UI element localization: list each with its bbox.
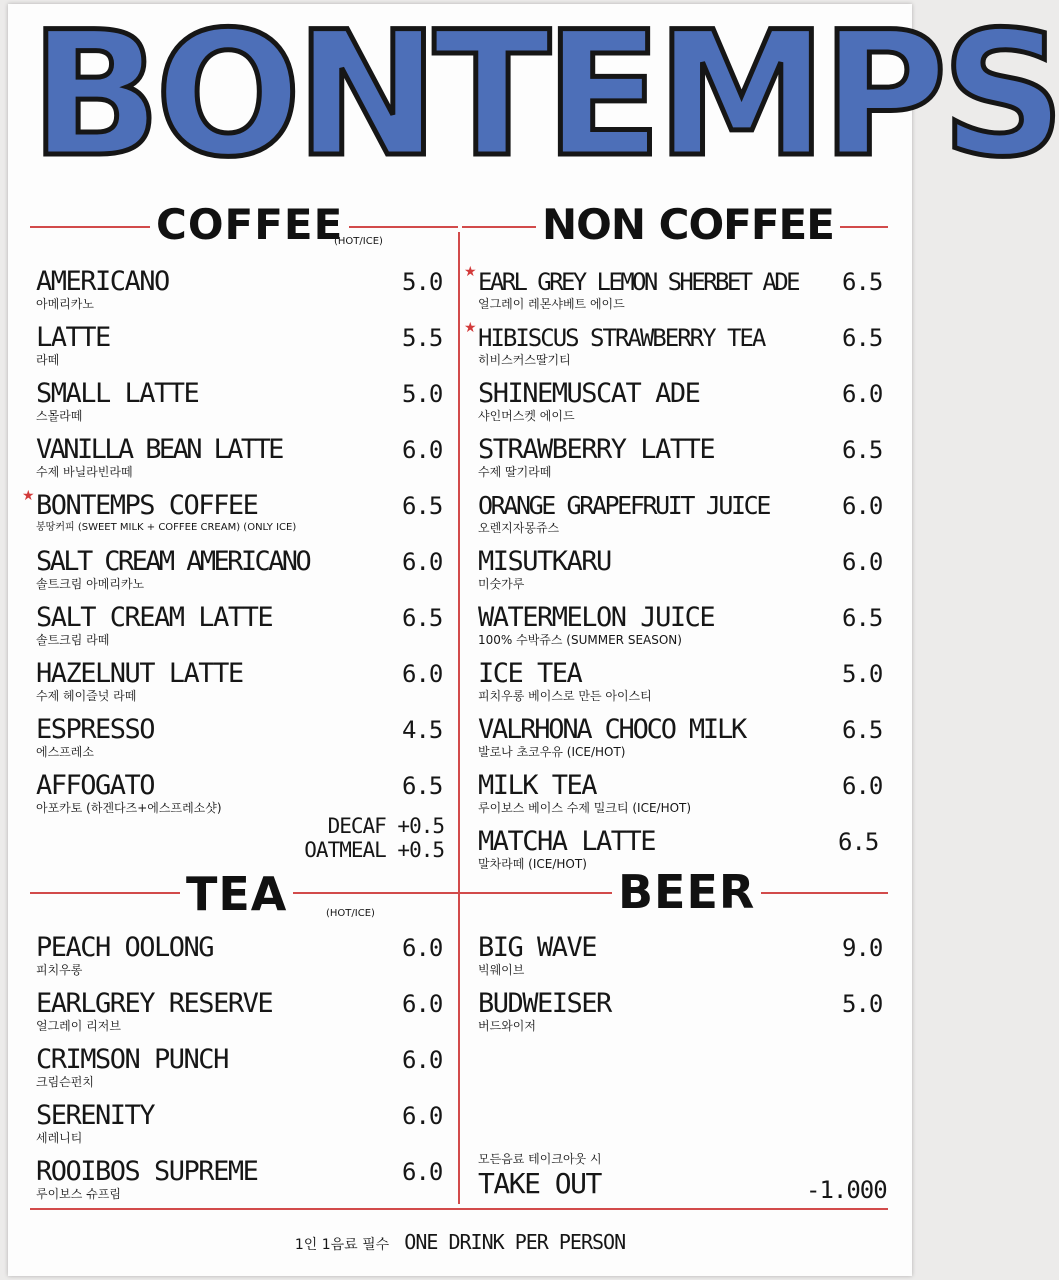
item-korean-name: 100% 수박쥬스 (SUMMER SEASON)	[478, 633, 682, 647]
menu-item-big-wave	[478, 932, 888, 988]
item-name: MATCHA LATTE	[478, 826, 656, 857]
menu-item-hazelnut-latte	[36, 658, 446, 714]
beer-section-title: BEER	[612, 864, 761, 920]
menu-item-serenity	[36, 1100, 446, 1156]
item-name: MISUTKARU	[478, 546, 611, 577]
item-price: 6.0	[402, 1102, 443, 1130]
item-name: AFFOGATO	[36, 770, 155, 801]
item-korean-name: 세레니티	[36, 1131, 83, 1145]
item-korean-name: 피치우롱 베이스로 만든 아이스티	[478, 689, 652, 703]
item-korean-name: 수제 바닐라빈라떼	[36, 465, 133, 479]
item-price: 6.0	[402, 934, 443, 962]
item-name: ICE TEA	[478, 658, 582, 689]
item-price: 5.0	[402, 380, 443, 408]
menu-item-espresso	[36, 714, 446, 770]
item-korean-name: 피치우롱	[36, 963, 83, 977]
item-price: 6.5	[842, 436, 883, 464]
menu-item-misutkaru	[478, 546, 888, 602]
item-korean-name: 라떼	[36, 353, 60, 367]
center-divider	[458, 232, 460, 1204]
item-price: 5.0	[842, 660, 883, 688]
item-korean-name: 아메리카노	[36, 297, 94, 311]
item-price: 6.0	[842, 492, 883, 520]
item-korean-name: 미숫가루	[478, 577, 525, 591]
item-price: 4.5	[402, 716, 443, 744]
item-korean-name: 발로나 초코우유 (ICE/HOT)	[478, 745, 626, 759]
item-name: STRAWBERRY LATTE	[478, 434, 715, 465]
item-name: VALRHONA CHOCO MILK	[478, 714, 746, 745]
footer-korean: 1인 1음료 필수	[294, 1237, 390, 1253]
item-price: 6.0	[402, 660, 443, 688]
footer-english: ONE DRINK PER PERSON	[404, 1230, 626, 1254]
item-price: 9.0	[842, 934, 883, 962]
item-name: BONTEMPS COFFEE	[36, 490, 258, 521]
item-korean-name: 에스프레소	[36, 745, 94, 759]
item-price: 6.5	[402, 772, 443, 800]
item-name: CRIMSON PUNCH	[36, 1044, 228, 1075]
menu-item-earl-grey-lemon-sherbet-ade	[464, 264, 888, 322]
menu-item-matcha-latte	[478, 826, 888, 882]
menu-item-small-latte	[36, 378, 446, 434]
takeout-label: TAKE OUT	[478, 1167, 601, 1200]
item-korean-name: 봉땅커피 (SWEET MILK + COFFEE CREAM) (ONLY ICE)	[36, 522, 297, 533]
item-price: 6.0	[402, 1158, 443, 1186]
menu-item-rooibos-supreme	[36, 1156, 446, 1212]
tea-section-title: TEA	[180, 866, 293, 922]
menu-item-earlgrey-reserve	[36, 988, 446, 1044]
item-name: BUDWEISER	[478, 988, 611, 1019]
item-name: HAZELNUT LATTE	[36, 658, 243, 689]
menu-item-strawberry-latte	[478, 434, 888, 490]
item-price: 6.0	[402, 990, 443, 1018]
item-price: 6.5	[402, 492, 443, 520]
menu-item-budweiser	[478, 988, 888, 1044]
menu-item-shinemuscat-ade	[478, 378, 888, 434]
item-korean-name: 솔트크림 아메리카노	[36, 577, 145, 591]
item-korean-name: 루이보스 슈프림	[36, 1187, 121, 1201]
item-name: VANILLA BEAN LATTE	[36, 434, 282, 465]
item-name: WATERMELON JUICE	[478, 602, 715, 633]
item-name: HIBISCUS STRAWBERRY TEA	[478, 324, 765, 352]
item-price: 6.0	[842, 772, 883, 800]
item-korean-name: 오렌지자몽쥬스	[478, 521, 560, 535]
item-korean-name: 루이보스 베이스 수제 밀크티 (ICE/HOT)	[478, 801, 692, 815]
item-korean-name: 얼그레이 레몬샤베트 에이드	[478, 297, 625, 311]
menu-item-latte	[36, 322, 446, 378]
coffee-section-title: COFFEE	[150, 198, 349, 252]
brand-logo: BONTEMPS	[30, 0, 1059, 195]
menu-item-salt-cream-americano	[36, 546, 446, 602]
item-name: EARL GREY LEMON SHERBET ADE	[478, 268, 798, 296]
signature-star-icon: ★	[464, 320, 477, 336]
item-korean-name: 솔트크림 라떼	[36, 633, 110, 647]
item-name: ESPRESSO	[36, 714, 155, 745]
item-price: 6.5	[838, 828, 879, 856]
item-name: SMALL LATTE	[36, 378, 199, 409]
menu-item-watermelon-juice	[478, 602, 888, 658]
item-price: 6.0	[842, 380, 883, 408]
signature-star-icon: ★	[22, 488, 35, 504]
item-price: 6.0	[402, 548, 443, 576]
item-price: 6.5	[842, 716, 883, 744]
menu-item-peach-oolong	[36, 932, 446, 988]
menu-item-vanilla-bean-latte	[36, 434, 446, 490]
item-price: 5.0	[402, 268, 443, 296]
signature-star-icon: ★	[464, 264, 477, 280]
item-korean-name: 빅웨이브	[478, 963, 525, 977]
noncoffee-section-title: NON COFFEE	[536, 198, 840, 252]
item-korean-name: 버드와이저	[478, 1019, 536, 1033]
item-korean-name: 수제 딸기라떼	[478, 465, 552, 479]
footer-policy	[0, 1230, 920, 1254]
decaf-option: DECAF +0.5	[327, 814, 444, 838]
item-price: 6.5	[842, 324, 883, 352]
oatmeal-option: OATMEAL +0.5	[304, 838, 444, 862]
menu-item-americano	[36, 266, 446, 322]
item-korean-name: 샤인머스켓 에이드	[478, 409, 575, 423]
item-name: AMERICANO	[36, 266, 169, 297]
menu-item-hibiscus-strawberry-tea	[464, 320, 888, 378]
item-korean-name: 수제 헤이즐넛 라떼	[36, 689, 137, 703]
takeout-discount: -1.000	[806, 1176, 887, 1204]
menu-item-crimson-punch	[36, 1044, 446, 1100]
item-name: BIG WAVE	[478, 932, 597, 963]
item-price: 6.0	[402, 1046, 443, 1074]
menu-item-ice-tea	[478, 658, 888, 714]
item-name: SHINEMUSCAT ADE	[478, 378, 700, 409]
item-price: 6.5	[842, 268, 883, 296]
item-name: ORANGE GRAPEFRUIT JUICE	[478, 491, 769, 520]
item-price: 6.0	[842, 548, 883, 576]
takeout-note: 모든음료 테이크아웃 시	[478, 1152, 602, 1166]
menu-item-bontemps-coffee	[22, 488, 446, 546]
item-korean-name: 히비스커스딸기티	[478, 353, 571, 367]
item-korean-name: 스몰라떼	[36, 409, 83, 423]
item-price: 5.0	[842, 990, 883, 1018]
item-name: LATTE	[36, 322, 110, 353]
item-price: 6.5	[402, 604, 443, 632]
tea-hot-ice-note: (HOT/ICE)	[326, 908, 375, 919]
item-name: PEACH OOLONG	[36, 932, 214, 963]
item-name: SALT CREAM LATTE	[36, 602, 273, 633]
coffee-hot-ice-note: (HOT/ICE)	[334, 236, 383, 247]
item-price: 5.5	[402, 324, 443, 352]
item-name: EARLGREY RESERVE	[36, 988, 273, 1019]
item-korean-name: 얼그레이 리저브	[36, 1019, 121, 1033]
menu-item-milk-tea	[478, 770, 888, 826]
item-price: 6.5	[842, 604, 883, 632]
menu-item-salt-cream-latte	[36, 602, 446, 658]
menu-item-valrhona-choco-milk	[478, 714, 888, 770]
item-price: 6.0	[402, 436, 443, 464]
item-korean-name: 말차라떼 (ICE/HOT)	[478, 857, 587, 871]
item-korean-name: 크림슨펀치	[36, 1075, 94, 1089]
item-korean-name: 아포카토 (하겐다즈+에스프레소샷)	[36, 801, 222, 815]
item-name: SERENITY	[36, 1100, 155, 1131]
item-name: SALT CREAM AMERICANO	[36, 546, 310, 577]
item-name: ROOIBOS SUPREME	[36, 1156, 258, 1187]
item-name: MILK TEA	[478, 770, 597, 801]
menu-item-orange-grapefruit-juice	[478, 490, 888, 546]
